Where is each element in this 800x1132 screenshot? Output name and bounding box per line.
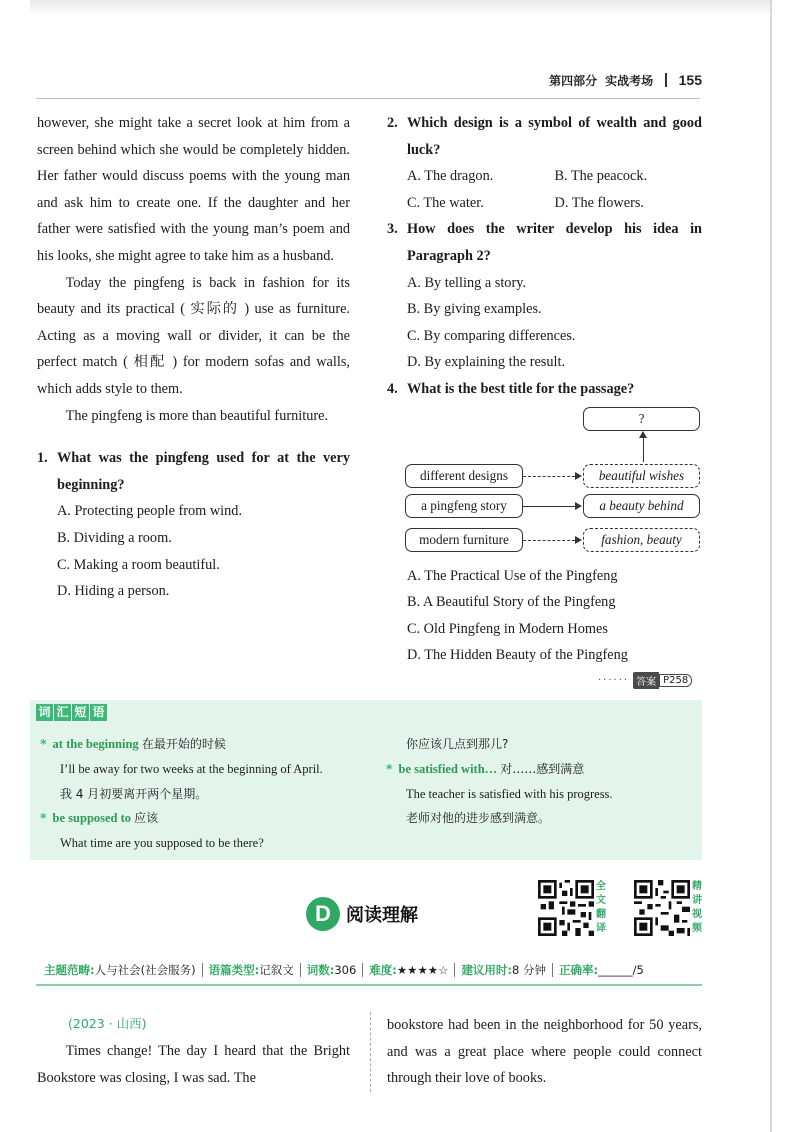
- type-value: 记叙文: [259, 963, 294, 977]
- answer-dots: ······: [598, 675, 630, 686]
- diagram-connector: [523, 476, 575, 477]
- option: B. Dividing a room.: [57, 529, 172, 546]
- time-value: 8 分钟: [512, 963, 547, 977]
- vocab-phrase: at the beginning: [52, 737, 139, 751]
- option: D. The flowers.: [554, 194, 644, 211]
- vocab-example-zh: 老师对他的进步感到满意。: [406, 811, 551, 826]
- diagram-right-box: beautiful wishes: [583, 464, 700, 488]
- vocab-example-en: The teacher is satisfied with his progress.: [406, 786, 613, 801]
- vocab-example-en: I’ll be away for two weeks at the beginning of April.: [60, 761, 323, 776]
- page-top-shadow: [30, 0, 772, 16]
- vocab-example-en: What time are you supposed to be there?: [60, 835, 264, 850]
- vocabulary-panel: [30, 700, 702, 860]
- diagram-connector: [523, 506, 575, 507]
- vocab-item: [40, 806, 370, 856]
- answer-page: P258: [659, 674, 692, 687]
- diagram-left-box: modern furniture: [405, 528, 523, 552]
- vocabulary-title: [36, 704, 108, 721]
- diagram-arrowhead: [575, 472, 582, 480]
- meta-separator: [454, 963, 455, 977]
- option-row: [387, 190, 702, 217]
- theme-value: 人与社会(社会服务): [94, 963, 196, 977]
- qr-label-video: 精 讲 视 频: [692, 881, 702, 934]
- paragraph: Today the pingfeng is back in fashion for its beauty and its practical ( 实际的 ) use as furniture. Acting as a moving wall or divider, it can be the perfect match ( 相配 ) for modern sofas and walls, which adds style to them.: [37, 274, 350, 397]
- difficulty-stars: ★★★★☆: [396, 963, 449, 977]
- option-row: [387, 163, 702, 190]
- option: C. Making a room beautiful.: [57, 556, 220, 573]
- vocab-item: [40, 732, 370, 806]
- right-column: [387, 110, 702, 669]
- diagram-connector: [523, 540, 575, 541]
- page-edge: [770, 0, 772, 1132]
- passage-meta-bar: [44, 958, 704, 982]
- option: D. Hiding a person.: [57, 583, 170, 600]
- vocab-item: [386, 732, 696, 831]
- diagram-right-box: fashion, beauty: [583, 528, 700, 552]
- vocab-phrase: be satisfied with…: [398, 761, 498, 776]
- star-icon: *: [386, 760, 393, 776]
- diagram-arrowhead: [575, 536, 582, 544]
- diagram-left-box: different designs: [405, 464, 523, 488]
- paragraph: however, she might take a secret look at him from a screen behind which she would be completely hidden. Her father would discuss poems with the young man and ask him to create one. If the daughter and her father were satisfied with the young man’s poem and his looks, she might agree to take him as a husband.: [37, 115, 350, 264]
- star-icon: *: [40, 810, 47, 825]
- option: B. A Beautiful Story of the Pingfeng: [407, 594, 616, 611]
- diagram-up-arrow: [639, 431, 647, 438]
- question-4: 4. What is the best title for the passage?: [387, 380, 635, 397]
- option: B. By giving examples.: [407, 301, 542, 318]
- passage-d-right: [387, 1012, 702, 1092]
- option: A. The Practical Use of the Pingfeng: [407, 567, 618, 584]
- vocab-title-char: 短: [72, 704, 89, 721]
- meta-separator: [202, 963, 203, 977]
- accuracy-value: ______/5: [598, 963, 644, 977]
- type-label: 语篇类型:: [208, 963, 260, 977]
- option: D. The Hidden Beauty of the Pingfeng: [407, 647, 628, 664]
- difficulty-label: 难度:: [369, 963, 397, 977]
- vocab-phrase: be supposed to: [52, 811, 132, 825]
- option: B. The peacock.: [554, 168, 648, 185]
- meta-separator: [300, 963, 301, 977]
- vocab-meaning: 应该: [134, 811, 159, 825]
- question-3: 3. How does the writer develop his idea in Paragraph 2?: [387, 221, 702, 264]
- vocab-meaning: 在最开始的时候: [141, 737, 226, 751]
- section-d-heading: [306, 897, 418, 931]
- header-rule: [36, 98, 700, 99]
- passage-d-left: [37, 1038, 350, 1091]
- title-diagram: [405, 403, 702, 563]
- qr-code-video-icon[interactable]: [634, 880, 690, 936]
- diagram-left-box: a pingfeng story: [405, 494, 523, 518]
- qr-code-translation-icon[interactable]: [538, 880, 594, 936]
- page-header: [549, 68, 702, 92]
- vocab-meaning: 对……感到满意: [500, 761, 585, 776]
- words-label: 词数:: [306, 963, 335, 977]
- question-1: 1. What was the pingfeng used for at the very beginning?: [37, 450, 350, 493]
- left-column: [37, 110, 350, 605]
- accuracy-label: 正确率:: [559, 963, 599, 977]
- star-icon: *: [40, 736, 47, 751]
- section-title: 阅读理解: [346, 905, 418, 926]
- option: A. By telling a story.: [407, 274, 526, 291]
- meta-rule: [36, 984, 702, 986]
- question-2: 2. Which design is a symbol of wealth and good luck?: [387, 115, 702, 158]
- header-separator: [665, 73, 667, 87]
- meta-separator: [362, 963, 363, 977]
- paragraph: bookstore had been in the neighborhood for 50 years, and was a great place where people could connect through their love of books.: [387, 1017, 702, 1087]
- words-value: 306: [334, 963, 357, 977]
- vocab-title-char: 词: [36, 704, 53, 721]
- option: C. By comparing differences.: [407, 327, 576, 344]
- vocab-example-zh: 我 4 月初要离开两个星期。: [60, 786, 208, 801]
- diagram-up-line: [643, 436, 644, 462]
- page-number: 155: [678, 72, 702, 88]
- column-divider: [370, 1012, 371, 1092]
- vocab-title-char: 语: [90, 704, 107, 721]
- meta-separator: [552, 963, 553, 977]
- option: D. By explaining the result.: [407, 354, 566, 371]
- time-label: 建议用时:: [461, 963, 513, 977]
- section-label: 实战考场: [605, 73, 654, 88]
- answer-badge: 答案: [633, 672, 659, 689]
- paragraph: The pingfeng is more than beautiful furniture.: [65, 407, 329, 424]
- diagram-right-box: a beauty behind: [583, 494, 700, 518]
- answer-reference: [598, 672, 692, 689]
- part-label: 第四部分: [549, 73, 598, 88]
- passage-source: (2023 · 山西): [68, 1016, 147, 1031]
- diagram-arrowhead: [575, 502, 582, 510]
- qr-label-translation: 全 文 翻 译: [596, 881, 606, 934]
- section-letter-badge: D: [306, 897, 340, 931]
- diagram-question-box: ?: [583, 407, 700, 431]
- paragraph: Times change! The day I heard that the Bright Bookstore was closing, I was sad. The: [37, 1043, 350, 1086]
- theme-label: 主题范畴:: [44, 963, 95, 977]
- option: A. The dragon.: [407, 168, 494, 185]
- option: A. Protecting people from wind.: [57, 503, 243, 520]
- option: C. Old Pingfeng in Modern Homes: [407, 620, 608, 637]
- vocab-title-char: 汇: [54, 704, 71, 721]
- vocab-example-zh: 你应该几点到那儿?: [406, 737, 509, 751]
- option: C. The water.: [407, 194, 484, 211]
